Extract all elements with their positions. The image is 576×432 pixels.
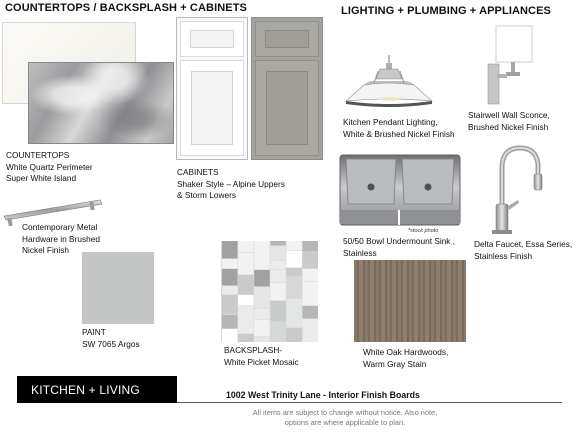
sink-label: 50/50 Bowl Undermount Sink , Stainless	[343, 236, 456, 258]
stock-photo-note: *stock photo	[408, 228, 439, 234]
mosaic-tile	[303, 269, 319, 281]
countertops-label: COUNTERTOPS White Quartz Perimeter Super White Island	[6, 150, 93, 183]
mosaic-tile	[303, 252, 319, 268]
mosaic-tile	[254, 241, 270, 269]
hardware-label: Contemporary Metal Hardware in Brushed Nickel Finish	[22, 222, 100, 255]
mosaic-tile	[254, 309, 270, 319]
mosaic-tile	[270, 322, 286, 342]
pendant-light-icon	[342, 55, 437, 115]
mosaic-tile	[238, 306, 254, 333]
mosaic-tile	[254, 320, 270, 336]
super-white-swatch	[28, 62, 174, 144]
mosaic-tile	[286, 277, 302, 298]
mosaic-tile	[254, 337, 270, 342]
cabinets-label: CABINETS Shaker Style – Alpine Uppers & Storm Lowers	[177, 167, 285, 200]
mosaic-tile	[222, 295, 238, 314]
mosaic-tile	[238, 253, 254, 274]
mosaic-tile	[286, 328, 302, 342]
paint-label: PAINT SW 7065 Argos	[82, 327, 140, 349]
mosaic-tile	[303, 282, 319, 305]
mosaic-tile	[303, 319, 319, 342]
hardwoods-label: White Oak Hardwoods, Warm Gray Stain	[363, 347, 449, 369]
wall-sconce-icon	[484, 22, 536, 107]
section-header-countertops: COUNTERTOPS / BACKSPLASH + CABINETS	[5, 2, 247, 14]
alpine-cabinet-door	[176, 17, 248, 160]
mosaic-tile	[238, 241, 254, 252]
paint-swatch	[82, 252, 154, 324]
faucet-icon	[488, 144, 548, 236]
mosaic-tile	[270, 241, 286, 245]
mosaic-tile	[238, 275, 254, 294]
disclaimer: All items are subject to change without notice. Also note, options are where applicable to plan.	[252, 408, 438, 427]
footer-divider	[177, 402, 562, 403]
mosaic-tile	[238, 295, 254, 305]
mosaic-tile	[238, 334, 254, 342]
faucet-label: Delta Faucet, Essa Series, Stainless Finish	[474, 239, 573, 261]
mosaic-tile	[286, 299, 302, 327]
sconce-label: Stairwell Wall Sconce, Brushed Nickel Finish	[468, 110, 550, 132]
mosaic-tile	[286, 241, 302, 250]
mosaic-tile	[286, 268, 302, 276]
pendant-label: Kitchen Pendant Lighting, White & Brushed Nickel Finish	[343, 117, 455, 139]
backsplash-mosaic	[221, 241, 318, 342]
mosaic-tile	[222, 329, 238, 342]
mosaic-tile	[222, 269, 238, 285]
mosaic-tile	[270, 246, 286, 260]
mosaic-tile	[270, 261, 286, 269]
mosaic-tile	[270, 270, 286, 282]
badge-text: KITCHEN + LIVING	[31, 383, 140, 397]
mosaic-tile	[254, 287, 270, 308]
backsplash-label: BACKSPLASH- White Picket Mosaic	[224, 345, 299, 367]
mosaic-tile	[254, 270, 270, 286]
board-title: 1002 West Trinity Lane - Interior Finish Boards	[226, 390, 420, 400]
mosaic-tile	[286, 251, 302, 267]
mosaic-tile	[303, 241, 319, 251]
mosaic-tile	[270, 283, 286, 300]
mosaic-tile	[270, 301, 286, 321]
mosaic-tile	[303, 306, 319, 318]
sink-icon	[338, 154, 462, 228]
hardwood-swatch	[354, 260, 466, 342]
kitchen-living-badge	[17, 376, 177, 403]
mosaic-tile	[222, 315, 238, 328]
storm-cabinet-door	[251, 17, 323, 160]
mosaic-tile	[222, 286, 238, 294]
mosaic-tile	[222, 241, 238, 258]
section-header-lighting: LIGHTING + PLUMBING + APPLIANCES	[341, 5, 551, 17]
mosaic-tile	[222, 259, 238, 268]
